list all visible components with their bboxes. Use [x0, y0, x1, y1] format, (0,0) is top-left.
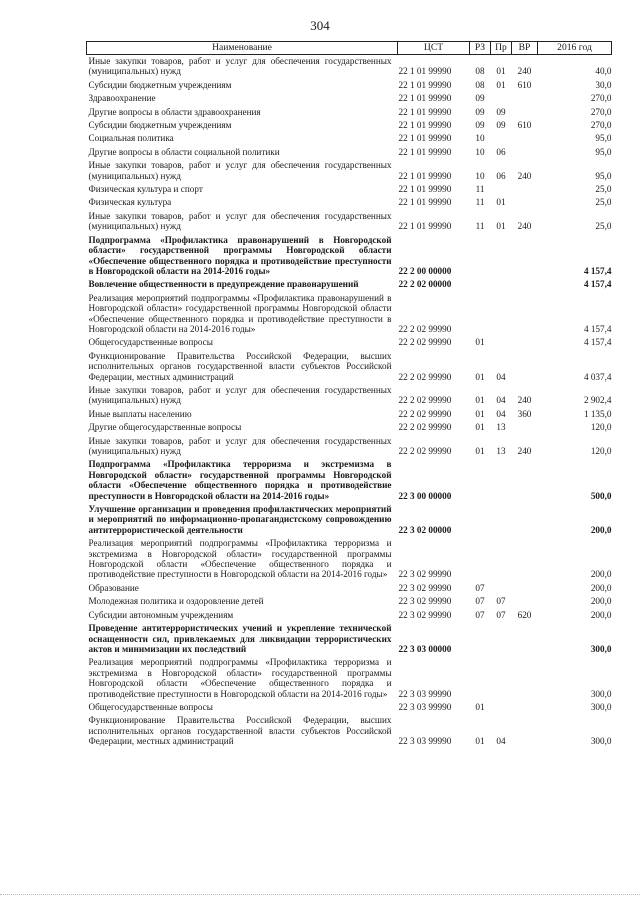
header-year: 2016 год — [538, 42, 612, 55]
cell-pr — [491, 92, 512, 105]
cell-vr — [512, 537, 538, 582]
cell-cst: 22 2 02 00000 — [398, 279, 452, 290]
cell-name: Иные выплаты населению — [88, 408, 192, 419]
cell-pr — [491, 656, 512, 701]
table-row — [87, 106, 612, 119]
cell-rz — [470, 234, 491, 279]
cell-cst: 22 3 03 99990 — [398, 701, 452, 712]
cell-name: Другие вопросы в области здравоохранения — [88, 106, 261, 117]
cell-pr: 07 — [496, 609, 506, 620]
cell-name: Функционирование Правительства Российской Федерации, высших исполнительных органов государственной власти субъектов Российской Федерации, местных администраций — [88, 715, 392, 747]
cell-pr: 06 — [496, 170, 506, 181]
cell-name: Иные закупки товаров, работ и услуг для обеспечения государственных (муниципальных) нужд — [88, 160, 392, 181]
cell-rz: 01 — [475, 408, 485, 419]
cell-vr — [512, 421, 538, 434]
cell-rz: 01 — [475, 371, 485, 382]
cell-sum: 120,0 — [590, 422, 612, 433]
cell-sum: 200,0 — [590, 596, 612, 607]
cell-name: Проведение антитеррористических учений и укрепление технической оснащенности сил, привлекаемых для ликвидации террористических актов и минимизации их последствий — [88, 623, 392, 654]
cell-sum: 200,0 — [590, 524, 612, 535]
cell-sum: 25,0 — [595, 197, 612, 208]
table-row — [87, 408, 612, 421]
cell-sum: 95,0 — [595, 170, 612, 181]
cell-cst: 22 1 01 99990 — [398, 133, 452, 144]
cell-sum: 270,0 — [590, 93, 612, 104]
cell-vr: 240 — [517, 446, 532, 456]
cell-cst: 22 1 01 99990 — [398, 106, 452, 117]
cell-cst: 22 1 01 99990 — [398, 170, 452, 181]
cell-pr — [491, 183, 512, 196]
cell-vr — [512, 146, 538, 159]
cell-name: Иные закупки товаров, работ и услуг для обеспечения государственных (муниципальных) нужд — [88, 384, 392, 406]
cell-pr — [491, 234, 512, 279]
cell-sum: 4 037,4 — [583, 371, 612, 382]
cell-vr — [512, 350, 538, 384]
cell-name: Образование — [88, 582, 139, 593]
cell-rz: 11 — [475, 184, 485, 195]
table-row — [87, 537, 612, 582]
cell-sum: 200,0 — [590, 609, 612, 620]
cell-name: Реализация мероприятий подпрограммы «Профилактика правонарушений в Новгородской области» государственной программы Новгородской области «Обеспечение общественного порядка и противодействие преступности в Новгородской области на 2014-2016 годы» — [88, 292, 392, 334]
header-vr: ВР — [512, 42, 538, 55]
cell-vr — [512, 458, 538, 503]
cell-rz — [470, 292, 491, 337]
cell-name: Физическая культура — [88, 197, 172, 208]
cell-cst: 22 1 01 99990 — [398, 197, 452, 208]
cell-cst: 22 3 02 99990 — [398, 569, 452, 580]
cell-cst: 22 2 02 99990 — [398, 422, 452, 433]
cell-pr — [491, 292, 512, 337]
cell-pr — [491, 622, 512, 656]
cell-pr — [491, 458, 512, 503]
cell-name: Субсидии бюджетным учреждениям — [88, 79, 232, 90]
cell-cst: 22 1 01 99990 — [398, 93, 452, 104]
cell-vr — [512, 503, 538, 537]
cell-name: Другие общегосударственные вопросы — [88, 422, 242, 433]
cell-cst: 22 1 01 99990 — [398, 221, 452, 232]
cell-rz: 08 — [475, 79, 485, 90]
cell-sum: 25,0 — [595, 184, 612, 195]
cell-vr: 360 — [517, 408, 532, 419]
cell-pr: 04 — [496, 736, 506, 747]
cell-sum: 300,0 — [590, 736, 612, 747]
cell-name: Улучшение организации и проведения профилактических мероприятий и мероприятий по информационно-пропагандистскому сопровождению антитеррористической деятельности — [88, 504, 392, 535]
cell-cst: 22 2 00 00000 — [398, 265, 452, 276]
cell-pr — [491, 701, 512, 714]
cell-rz: 09 — [475, 93, 485, 104]
cell-pr — [491, 582, 512, 595]
cell-cst: 22 2 02 99990 — [398, 395, 452, 406]
cell-vr: 610 — [517, 120, 532, 131]
cell-pr: 09 — [496, 106, 506, 117]
header-pr: Пр — [491, 42, 512, 55]
table-row — [87, 159, 612, 183]
cell-rz — [470, 656, 491, 701]
table-row — [87, 336, 612, 349]
cell-sum: 4 157,4 — [583, 265, 612, 276]
cell-pr — [491, 132, 512, 145]
cell-name: Подпрограмма «Профилактика терроризма и экстремизма в Новгородской области» государственной программы Новгородской области «Обеспечение общественного порядка и противодействие преступности в Новгородской области на 2014-2016 годы» — [88, 459, 392, 501]
table-row — [87, 278, 612, 291]
cell-pr: 04 — [496, 395, 506, 406]
cell-vr — [512, 714, 538, 748]
cell-rz: 01 — [475, 422, 485, 433]
cell-name: Субсидии автономным учреждениям — [88, 609, 234, 620]
cell-rz: 10 — [475, 133, 485, 144]
table-row — [87, 350, 612, 384]
table-row — [87, 622, 612, 656]
cell-rz: 01 — [475, 446, 485, 456]
table-row — [87, 119, 612, 132]
cell-name: Функционирование Правительства Российской Федерации, высших исполнительных органов государственной власти субъектов Российской Федерации, местных администраций — [88, 350, 392, 382]
cell-rz — [470, 458, 491, 503]
cell-cst: 22 2 02 99990 — [398, 446, 452, 456]
cell-cst: 22 3 03 00000 — [398, 643, 452, 654]
cell-pr — [491, 278, 512, 291]
cell-vr — [512, 582, 538, 595]
cell-name: Общегосударственные вопросы — [88, 701, 213, 712]
cell-cst: 22 1 01 99990 — [398, 79, 452, 90]
cell-cst: 22 2 02 99990 — [398, 323, 452, 334]
cell-vr — [512, 92, 538, 105]
cell-name: Субсидии бюджетным учреждениям — [88, 120, 232, 131]
cell-vr — [512, 196, 538, 209]
cell-vr — [512, 656, 538, 701]
cell-pr: 06 — [496, 146, 506, 157]
cell-cst: 22 3 00 00000 — [398, 490, 452, 501]
cell-sum: 25,0 — [595, 221, 612, 232]
budget-table — [86, 41, 612, 749]
cell-cst: 22 3 02 00000 — [398, 524, 452, 535]
cell-pr: 04 — [496, 408, 506, 419]
scan-edge-noise — [0, 894, 640, 897]
cell-pr: 01 — [496, 221, 506, 232]
cell-pr: 04 — [496, 371, 506, 382]
cell-rz: 11 — [475, 221, 485, 232]
cell-pr: 01 — [496, 66, 506, 77]
header-cst: ЦСТ — [398, 42, 470, 55]
table-row — [87, 384, 612, 408]
table-row — [87, 503, 612, 537]
table-row — [87, 210, 612, 234]
cell-sum: 300,0 — [590, 688, 612, 699]
cell-pr: 01 — [496, 197, 506, 208]
cell-vr — [512, 132, 538, 145]
cell-vr: 620 — [517, 609, 532, 620]
cell-vr — [512, 292, 538, 337]
cell-name: Молодежная политика и оздоровление детей — [88, 596, 264, 607]
cell-rz: 01 — [475, 395, 485, 406]
table-row — [87, 234, 612, 279]
cell-rz — [470, 503, 491, 537]
cell-vr: 240 — [517, 66, 532, 77]
cell-rz: 10 — [475, 170, 485, 181]
cell-rz: 10 — [475, 146, 485, 157]
table-row — [87, 582, 612, 595]
cell-rz: 01 — [475, 337, 485, 348]
page-number: 304 — [310, 18, 330, 33]
table-row — [87, 595, 612, 608]
table-row — [87, 196, 612, 209]
cell-rz: 01 — [475, 701, 485, 712]
cell-sum: 95,0 — [595, 146, 612, 157]
cell-sum: 4 157,4 — [583, 337, 612, 348]
table-row — [87, 458, 612, 503]
cell-name: Общегосударственные вопросы — [88, 337, 213, 348]
cell-cst: 22 1 01 99990 — [398, 184, 452, 195]
cell-vr: 610 — [517, 79, 532, 90]
cell-sum: 95,0 — [595, 133, 612, 144]
cell-cst: 22 3 02 99990 — [398, 596, 452, 607]
cell-cst: 22 2 02 99990 — [398, 408, 452, 419]
cell-rz — [470, 537, 491, 582]
cell-rz — [470, 278, 491, 291]
cell-rz: 11 — [475, 197, 485, 208]
cell-cst: 22 3 03 99990 — [398, 736, 452, 747]
cell-vr: 240 — [517, 221, 532, 232]
cell-sum: 200,0 — [590, 569, 612, 580]
cell-vr — [512, 622, 538, 656]
cell-sum: 200,0 — [590, 582, 612, 593]
cell-cst: 22 3 02 99990 — [398, 582, 452, 593]
cell-name: Реализация мероприятий подпрограммы «Профилактика терроризма и экстремизма в Новгородской области» государственной программы Новгородской области «Обеспечение общественного порядка и противодействие преступности в Новгородской области на 2014-2016 годы» — [88, 657, 392, 699]
cell-name: Иные закупки товаров, работ и услуг для обеспечения государственных (муниципальных) нужд — [88, 56, 392, 77]
cell-vr — [512, 183, 538, 196]
cell-rz: 07 — [475, 582, 485, 593]
cell-name: Иные закупки товаров, работ и услуг для обеспечения государственных (муниципальных) нужд — [88, 435, 392, 456]
cell-pr — [491, 537, 512, 582]
table-row — [87, 421, 612, 434]
cell-sum: 300,0 — [590, 701, 612, 712]
cell-vr — [512, 234, 538, 279]
cell-sum: 4 157,4 — [583, 279, 612, 290]
cell-vr — [512, 701, 538, 714]
table-row — [87, 435, 612, 459]
cell-sum: 270,0 — [590, 106, 612, 117]
cell-rz: 07 — [475, 609, 485, 620]
cell-rz: 09 — [475, 120, 485, 131]
cell-pr: 13 — [496, 422, 506, 433]
cell-cst: 22 1 01 99990 — [398, 146, 452, 157]
cell-pr: 13 — [496, 446, 506, 456]
cell-sum: 120,0 — [590, 446, 612, 456]
cell-vr: 240 — [517, 395, 532, 406]
cell-sum: 270,0 — [590, 120, 612, 131]
table-row — [87, 292, 612, 337]
cell-vr — [512, 595, 538, 608]
cell-name: Социальная политика — [88, 133, 174, 144]
table-header-row — [87, 42, 612, 55]
cell-pr — [491, 503, 512, 537]
cell-sum: 1 135,0 — [583, 408, 612, 419]
table-row — [87, 656, 612, 701]
cell-cst: 22 1 01 99990 — [398, 120, 452, 131]
cell-sum: 4 157,4 — [583, 323, 612, 334]
cell-sum: 30,0 — [595, 79, 612, 90]
cell-rz: 08 — [475, 66, 485, 77]
cell-rz: 09 — [475, 106, 485, 117]
table-row — [87, 132, 612, 145]
table-row — [87, 79, 612, 92]
cell-cst: 22 3 03 99990 — [398, 688, 452, 699]
header-name: Наименование — [87, 42, 398, 55]
cell-sum: 500,0 — [590, 490, 612, 501]
cell-cst: 22 2 02 99990 — [398, 371, 452, 382]
table-row — [87, 609, 612, 622]
cell-rz: 07 — [475, 596, 485, 607]
table-row — [87, 183, 612, 196]
table-row — [87, 701, 612, 714]
cell-pr: 01 — [496, 79, 506, 90]
cell-vr: 240 — [517, 170, 532, 181]
cell-rz — [470, 622, 491, 656]
cell-name: Вовлечение общественности в предупреждение правонарушений — [88, 279, 359, 290]
cell-name: Физическая культура и спорт — [88, 184, 203, 195]
cell-vr — [512, 336, 538, 349]
cell-rz: 01 — [475, 736, 485, 747]
header-rz: РЗ — [470, 42, 491, 55]
cell-pr — [491, 336, 512, 349]
cell-vr — [512, 106, 538, 119]
table-row — [87, 714, 612, 748]
cell-sum: 300,0 — [590, 643, 612, 654]
cell-cst: 22 2 02 99990 — [398, 337, 452, 348]
cell-pr: 07 — [496, 596, 506, 607]
cell-name: Иные закупки товаров, работ и услуг для обеспечения государственных (муниципальных) нужд — [88, 210, 392, 232]
cell-name: Реализация мероприятий подпрограммы «Профилактика терроризма и экстремизма в Новгородской области» государственной программы Новгородской области «Обеспечение общественного порядка и противодействие преступности в Новгородской области на 2014-2016 годы» — [88, 538, 392, 580]
cell-sum: 2 902,4 — [583, 395, 612, 406]
cell-name: Другие вопросы в области социальной политики — [88, 146, 280, 157]
table-body — [87, 55, 612, 749]
table-row — [87, 92, 612, 105]
cell-cst: 22 3 02 99990 — [398, 609, 452, 620]
cell-vr — [512, 278, 538, 291]
cell-name: Здравоохранение — [88, 93, 156, 104]
cell-name: Подпрограмма «Профилактика правонарушений в Новгородской области» государственной программы Новгородской области «Обеспечение общественного порядка и противодействие преступности в Новгородской области на 2014-2016 годы» — [88, 234, 392, 276]
cell-pr: 09 — [496, 120, 506, 131]
cell-sum: 40,0 — [595, 66, 612, 77]
table-row — [87, 146, 612, 159]
cell-cst: 22 1 01 99990 — [398, 66, 452, 77]
table-row — [87, 55, 612, 79]
